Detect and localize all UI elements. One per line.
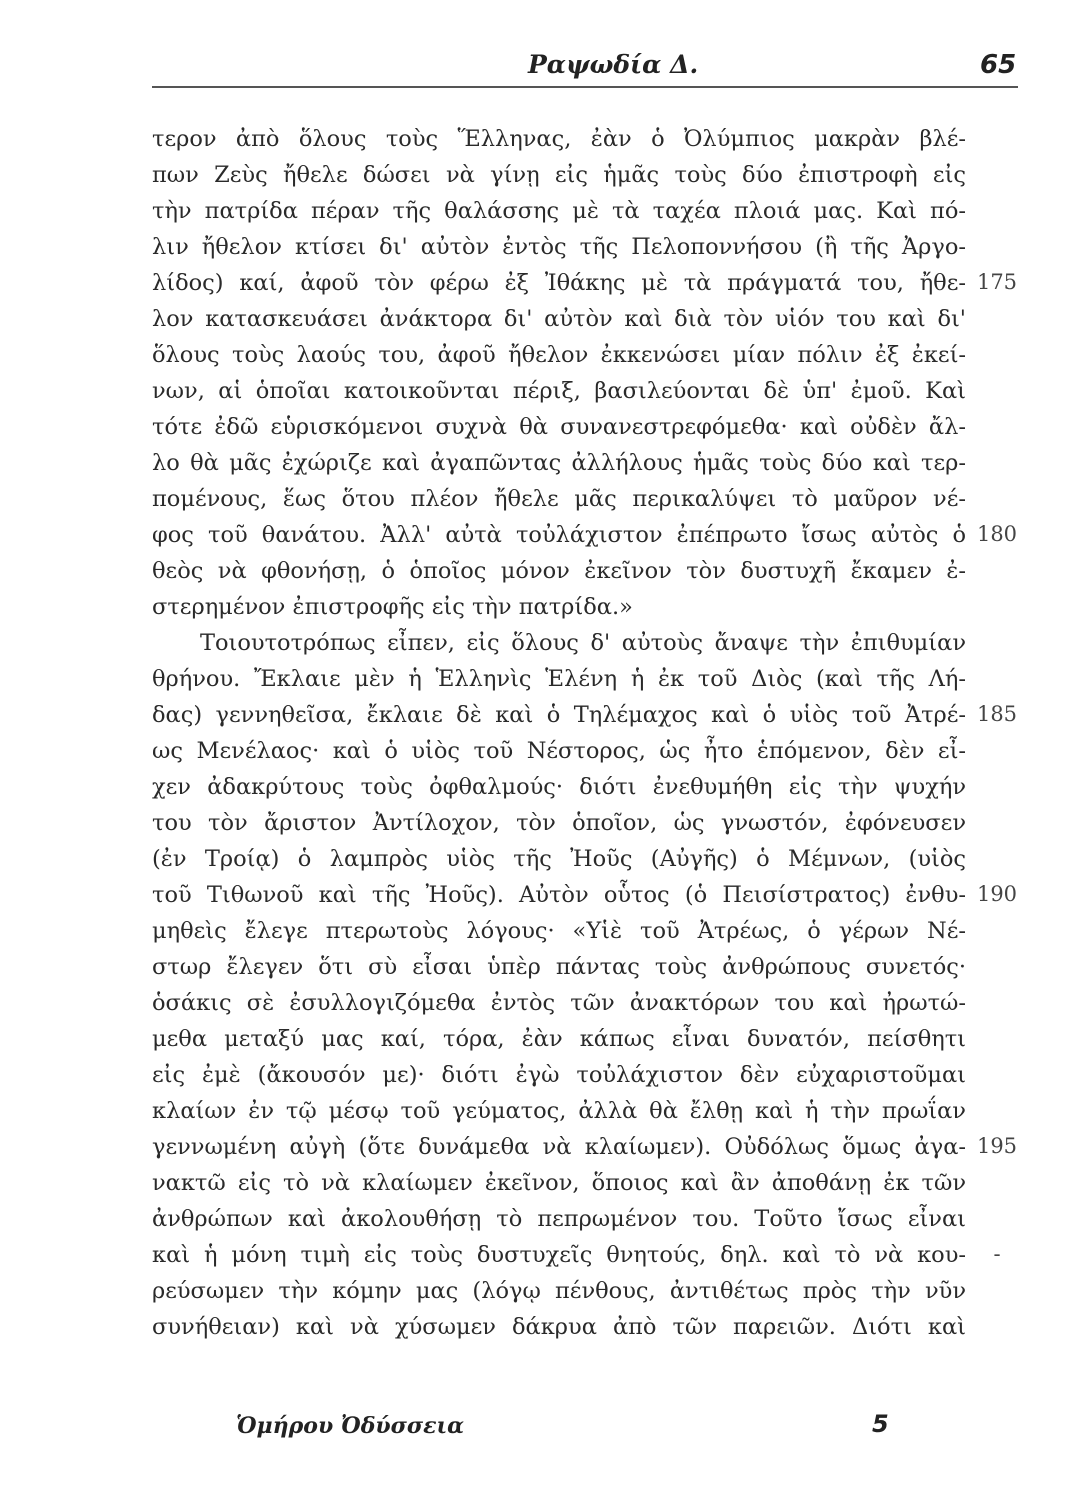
- text-line: μηθεὶς ἔλεγε πτερωτοὺς λόγους· «Υἱὲ τοῦ Ἀτρέως, ὁ γέρων Νέ-: [152, 918, 966, 944]
- text-line: νακτῶ εἰς τὸ νὰ κλαίωμεν ἐκεῖνον, ὅποιος καὶ ἂν ἀποθάνῃ ἐκ τῶν: [152, 1170, 966, 1196]
- line-number: 195: [976, 1134, 1018, 1158]
- text-line: δας) γεννηθεῖσα, ἔκλαιε δὲ καὶ ὁ Τηλέμαχος καὶ ὁ υἱὸς τοῦ Ἀτρέ-: [152, 702, 966, 728]
- book-title: Ὁμήρου Ὀδύσσεια: [236, 1413, 465, 1439]
- chapter-title: Ραψωδία Δ.: [528, 50, 699, 79]
- text-line: μεθα μεταξύ μας καί, τόρα, ἐὰν κάπως εἶναι δυνατόν, πείσθητι: [152, 1026, 966, 1052]
- text-line: πομένους, ἕως ὅτου πλέον ἤθελε μᾶς περικαλύψει τὸ μαῦρον νέ-: [152, 486, 966, 512]
- text-line: ρεύσωμεν τὴν κόμην μας (λόγῳ πένθους, ἀντιθέτως πρὸς τὴν νῦν: [152, 1278, 966, 1304]
- text-line: ἀνθρώπων καὶ ἀκολουθήσῃ τὸ πεπρωμένον του. Τοῦτο ἴσως εἶναι: [152, 1206, 966, 1232]
- text-line: στερημένον ἐπιστροφῆς εἰς τὴν πατρίδα.»: [152, 594, 633, 620]
- text-line: θεὸς νὰ φθονήσῃ, ὁ ὁποῖος μόνον ἐκεῖνον τὸν δυστυχῆ ἔκαμεν ἐ-: [152, 558, 966, 584]
- text-line: τότε ἐδῶ εὑρισκόμενοι συχνὰ θὰ συνανεστρεφόμεθα· καὶ οὐδὲν ἄλ-: [152, 414, 966, 440]
- text-line: τερον ἀπὸ ὅλους τοὺς Ἕλληνας, ἐὰν ὁ Ὀλύμπιος μακρὰν βλέ-: [152, 126, 966, 152]
- text-line: κλαίων ἐν τῷ μέσῳ τοῦ γεύματος, ἀλλὰ θὰ ἔλθῃ καὶ ἡ τὴν πρωΐαν: [152, 1098, 966, 1124]
- text-line: χεν ἀδακρύτους τοὺς ὀφθαλμούς· διότι ἐνεθυμήθη εἰς τὴν ψυχήν: [152, 774, 966, 800]
- text-line: νων, αἱ ὁποῖαι κατοικοῦνται πέριξ, βασιλεύονται δὲ ὑπ' ἐμοῦ. Καὶ: [152, 378, 966, 404]
- line-number: 180: [976, 522, 1018, 546]
- header-rule: [152, 86, 1018, 88]
- line-number: 185: [976, 702, 1018, 726]
- text-line: ὁσάκις σὲ ἐσυλλογιζόμεθα ἐντὸς τῶν ἀνακτόρων του καὶ ἠρωτώ-: [152, 990, 966, 1016]
- text-line: του τὸν ἄριστον Ἀντίλοχον, τὸν ὁποῖον, ὡς γνωστόν, ἐφόνευσεν: [152, 810, 966, 836]
- text-line: εἰς ἐμὲ (ἄκουσόν με)· διότι ἐγὼ τοὐλάχιστον δὲν εὐχαριστοῦμαι: [152, 1062, 966, 1088]
- text-line: πων Ζεὺς ἤθελε δώσει νὰ γίνῃ εἰς ἡμᾶς τοὺς δύο ἐπιστροφὴ εἰς: [152, 162, 966, 188]
- text-line: (ἐν Τροίᾳ) ὁ λαμπρὸς υἱὸς τῆς Ἠοῦς (Αὐγῆς) ὁ Μέμνων, (υἱὸς: [152, 846, 966, 872]
- text-line: λο θὰ μᾶς ἐχώριζε καὶ ἀγαπῶντας ἀλλήλους ἡμᾶς τοὺς δύο καὶ τερ-: [152, 450, 966, 476]
- text-line: λον κατασκευάσει ἀνάκτορα δι' αὐτὸν καὶ διὰ τὸν υἱόν του καὶ δι': [152, 306, 966, 332]
- text-line: συνήθειαν) καὶ νὰ χύσωμεν δάκρυα ἀπὸ τῶν παρειῶν. Διότι καὶ: [152, 1314, 966, 1340]
- text-line: Τοιουτοτρόπως εἶπεν, εἰς ὅλους δ' αὐτοὺς ἄναψε τὴν ἐπιθυμίαν: [200, 630, 966, 656]
- text-line: γεννωμένη αὐγὴ (ὅτε δυνάμεθα νὰ κλαίωμεν). Οὐδόλως ὅμως ἀγα-: [152, 1134, 966, 1160]
- text-line: φος τοῦ θανάτου. Ἀλλ' αὐτὰ τοὐλάχιστον ἐπέπρωτο ἴσως αὐτὸς ὁ: [152, 522, 966, 548]
- page-number: 65: [980, 50, 1017, 80]
- text-line: ὅλους τοὺς λαούς του, ἀφοῦ ἤθελον ἐκκενώσει μίαν πόλιν ἐξ ἐκεί-: [152, 342, 966, 368]
- line-number: 175: [976, 270, 1018, 294]
- text-line: τοῦ Τιθωνοῦ καὶ τῆς Ἠοῦς). Αὐτὸν οὗτος (ὁ Πεισίστρατος) ἐνθυ-: [152, 882, 966, 908]
- text-line: λιν ἤθελον κτίσει δι' αὐτὸν ἐντὸς τῆς Πελοποννήσου (ἢ τῆς Ἀργο-: [152, 234, 966, 260]
- text-line: στωρ ἔλεγεν ὅτι σὺ εἶσαι ὑπὲρ πάντας τοὺς ἀνθρώπους συνετός·: [152, 954, 966, 980]
- text-line: θρήνου. Ἔκλαιε μὲν ἡ Ἑλληνὶς Ἑλένη ἡ ἐκ τοῦ Διὸς (καὶ τῆς Λή-: [152, 666, 966, 692]
- text-line: λίδος) καί, ἀφοῦ τὸν φέρω ἐξ Ἰθάκης μὲ τὰ πράγματά του, ἤθε-: [152, 270, 966, 296]
- text-line: καὶ ἡ μόνη τιμὴ εἰς τοὺς δυστυχεῖς θνητούς, δηλ. καὶ τὸ νὰ κου-: [152, 1242, 966, 1268]
- text-line: ως Μενέλαος· καὶ ὁ υἱὸς τοῦ Νέστορος, ὡς ἦτο ἑπόμενον, δὲν εἶ-: [152, 738, 966, 764]
- line-number: 190: [976, 882, 1018, 906]
- line-number: -: [993, 1242, 1001, 1266]
- signature-mark: 5: [872, 1410, 889, 1438]
- text-line: τὴν πατρίδα πέραν τῆς θαλάσσης μὲ τὰ ταχέα πλοιά μας. Καὶ πό-: [152, 198, 966, 224]
